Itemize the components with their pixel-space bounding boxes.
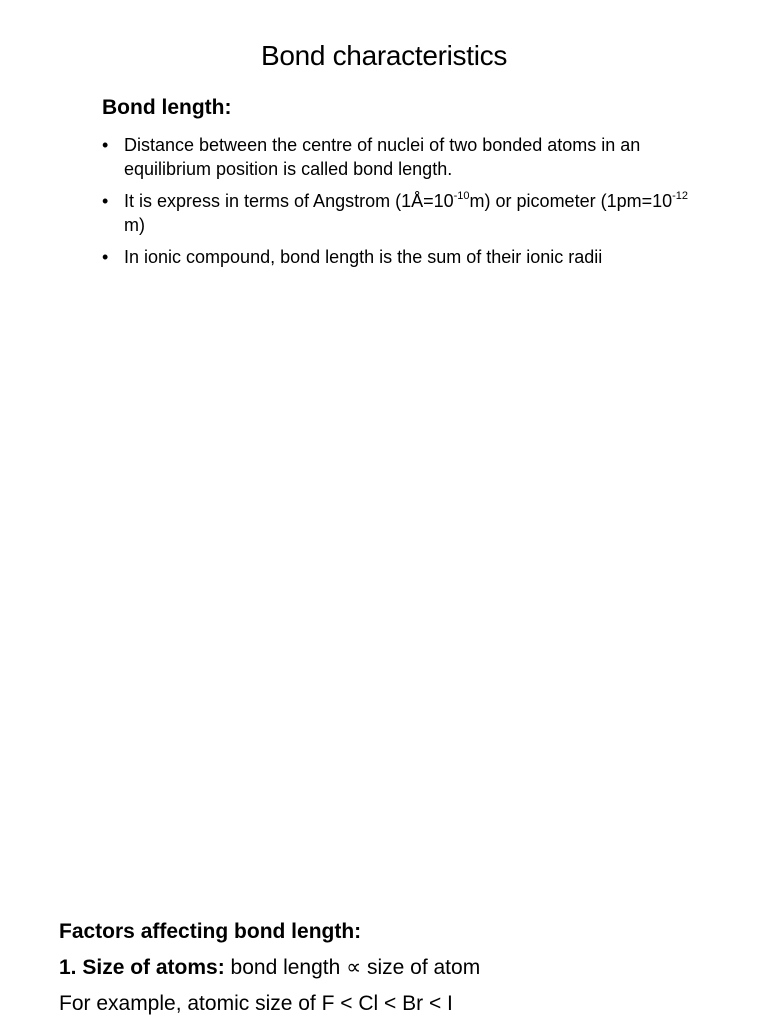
factor-item-size	[59, 950, 749, 986]
slide-title: Bond characteristics	[260, 40, 508, 71]
factor-label: 1. Size of atoms:	[59, 956, 225, 979]
bullet-item-ionic	[102, 245, 702, 269]
factors-section	[59, 914, 749, 1022]
bullet-text-part: m) or picometer (1pm=10	[469, 191, 673, 211]
bullet-icon: •	[102, 135, 109, 155]
bullet-text-part: m)	[124, 215, 145, 235]
superscript-exponent: -12	[672, 190, 689, 202]
bullet-item-definition	[102, 133, 702, 181]
bullet-text: In ionic compound, bond length is the sum of their ionic radii	[124, 247, 603, 267]
bullet-text: Distance between the centre of nuclei of two bonded atoms in an equilibrium position is called bond length.	[124, 135, 641, 179]
factor-example: For example, atomic size of F < Cl < Br < I	[59, 992, 453, 1015]
bullet-icon: •	[102, 191, 109, 211]
bullet-item-units	[102, 189, 702, 237]
superscript-exponent: -10	[453, 190, 470, 202]
bond-length-heading: Bond length:	[102, 96, 232, 119]
factor-text: bond length ∝ size of atom	[224, 956, 481, 979]
bullet-text-part: It is express in terms of Angstrom (1Å=10	[124, 191, 454, 211]
factors-heading: Factors affecting bond length:	[59, 920, 362, 943]
bullet-list	[102, 133, 702, 277]
bullet-icon: •	[102, 247, 109, 267]
